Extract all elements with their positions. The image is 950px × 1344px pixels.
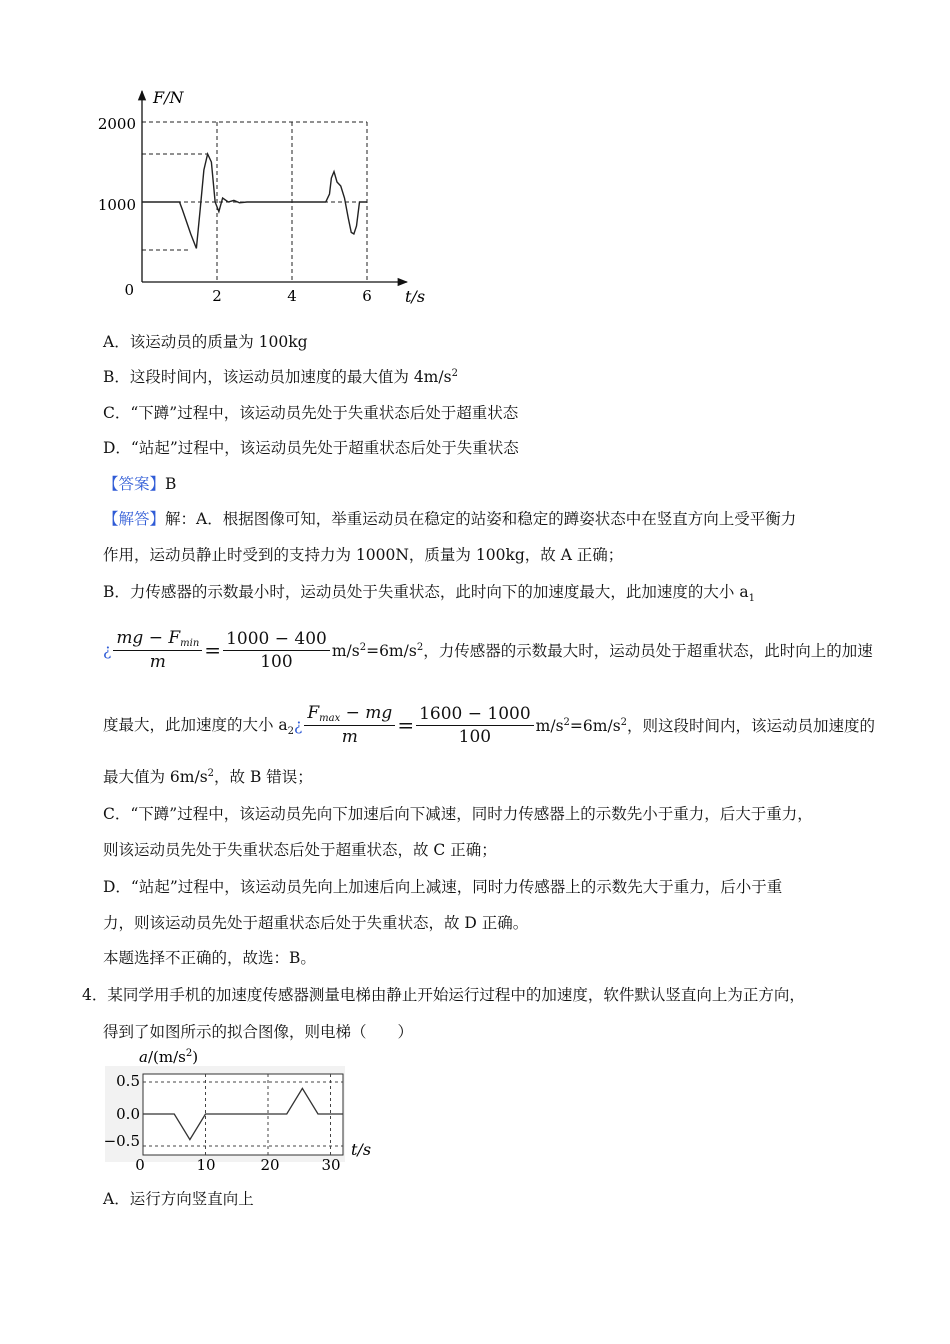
x-axis-label: t/s: [405, 287, 426, 306]
explain-conclusion: 本题选择不正确的，故选：B。: [103, 949, 316, 967]
option-b-text: B．这段时间内，该运动员加速度的最大值为 4m/s: [103, 368, 452, 386]
equals-sign-2: =: [397, 713, 415, 737]
a1-sub: 1: [748, 593, 755, 605]
y-tick-1000: 1000: [97, 196, 136, 214]
chart-2-y-label: $a/(m/s^2)$: [139, 1048, 199, 1066]
explain-text-3: B．力传感器的示数最小时，运动员处于失重状态，此时向下的加速度最大，此加速度的大小 a: [103, 583, 749, 601]
y-tick-2000: 2000: [97, 115, 136, 133]
fraction-mg-fmin-numerator: mg − $F_{min}$: [113, 628, 202, 651]
x-tick-0: 0: [135, 1156, 145, 1172]
answer-value: B: [165, 475, 177, 493]
explain-line-1: [103, 507, 796, 529]
formula-1-lead: ¿: [103, 641, 112, 659]
explain-line-2: 作用，运动员静止时受到的支持力为 1000N，质量为 100kg，故 A 正确；: [103, 546, 624, 564]
explain-line-d2: 力，则该运动员先处于超重状态后处于失重状态，故 D 正确。: [103, 914, 529, 932]
sq-sup: 2: [207, 767, 215, 779]
formula-1-tail: $m/s^2=6m/s^2$，力传感器的示数最大时，运动员处于超重状态，此时向上的加速: [331, 641, 873, 660]
option-a: A．该运动员的质量为 100kg: [103, 333, 308, 351]
explain-text-1: 解：A．根据图像可知，举重运动员在稳定的站姿和稳定的蹲姿状态中在竖直方向上受平衡力: [165, 510, 797, 528]
y-tick-0: 0: [124, 281, 134, 299]
x-tick-20: 20: [260, 1156, 280, 1172]
chart-2-x-label: t/s: [351, 1140, 372, 1159]
x-tick-30: 30: [321, 1156, 341, 1172]
fraction-1600-1000-numerator: 1600 − 1000: [416, 704, 534, 726]
formula-2-lead: ¿: [294, 716, 303, 734]
answer-tag: 【答案】: [103, 475, 166, 493]
formula-2-tail: $m/s^2=6m/s^2$，则这段时间内，该运动员加速度的: [535, 716, 876, 735]
explain-line-c1: C．“下蹲”过程中，该运动员先向下加速后向下减速，同时力传感器上的示数先小于重力，后大于重力，: [103, 805, 813, 823]
fraction-1600-1000: [416, 704, 534, 747]
answer-line: [103, 472, 176, 494]
x-tick-6: 6: [362, 287, 372, 305]
y-axis-label: F/N: [153, 88, 184, 107]
option-b-sup: 2: [451, 367, 458, 379]
fraction-mg-fmin: [113, 628, 202, 672]
fraction-1600-1000-denominator: 100: [458, 726, 492, 747]
y-tick-0.5: 0.5: [116, 1072, 140, 1090]
q4-line-1: 4．某同学用手机的加速度传感器测量电梯由静止开始运行过程中的加速度，软件默认竖直向上为正方向，: [82, 986, 805, 1004]
fraction-fmax-mg-numerator: $F_{max}$ − mg: [304, 703, 395, 726]
equals-sign: =: [204, 638, 222, 662]
explain-line-6: 最大值为 $6m/s^2$，故 B 错误；: [103, 767, 313, 786]
x-tick-10: 10: [196, 1156, 216, 1172]
formula-line-2: [103, 702, 875, 748]
fraction-fmax-mg: [304, 703, 395, 747]
x-tick-2: 2: [212, 287, 222, 305]
y-tick-0.0: 0.0: [116, 1105, 140, 1123]
option-b: [103, 365, 458, 387]
explain-line-c2: 则该运动员先处于失重状态后处于超重状态，故 C 正确；: [103, 841, 497, 859]
fraction-1000-400-numerator: 1000 − 400: [223, 629, 330, 651]
explain-line-d1: D．“站起”过程中，该运动员先向上加速后向上减速，同时力传感器上的示数先大于重力，后小于重: [103, 878, 783, 896]
formula-2-lead-text: 度最大，此加速度的大小 $a_2$: [103, 715, 295, 738]
y-tick-neg-0.5: −0.5: [103, 1132, 140, 1150]
option-d: D．“站起”过程中，该运动员先处于超重状态后处于失重状态: [103, 439, 519, 457]
force-time-chart: [95, 85, 435, 310]
acceleration-time-chart: [95, 1042, 395, 1172]
q4-line-2: 得到了如图所示的拟合图像，则电梯（ ）: [103, 1023, 414, 1041]
explain-tag: 【解答】: [103, 510, 166, 528]
x-tick-4: 4: [287, 287, 297, 305]
fraction-1000-400-denominator: 100: [260, 651, 293, 672]
force-curve: [142, 154, 367, 248]
option-c: C．“下蹲”过程中，该运动员先处于失重状态后处于超重状态: [103, 404, 519, 422]
fraction-1000-400: [223, 629, 330, 672]
formula-line-1: [103, 627, 873, 673]
explain-line-3: [103, 580, 755, 604]
fraction-fmax-mg-denominator: m: [341, 727, 358, 747]
q4-option-a: A．运行方向竖直向上: [103, 1190, 254, 1208]
fraction-mg-fmin-denominator: m: [149, 652, 166, 672]
